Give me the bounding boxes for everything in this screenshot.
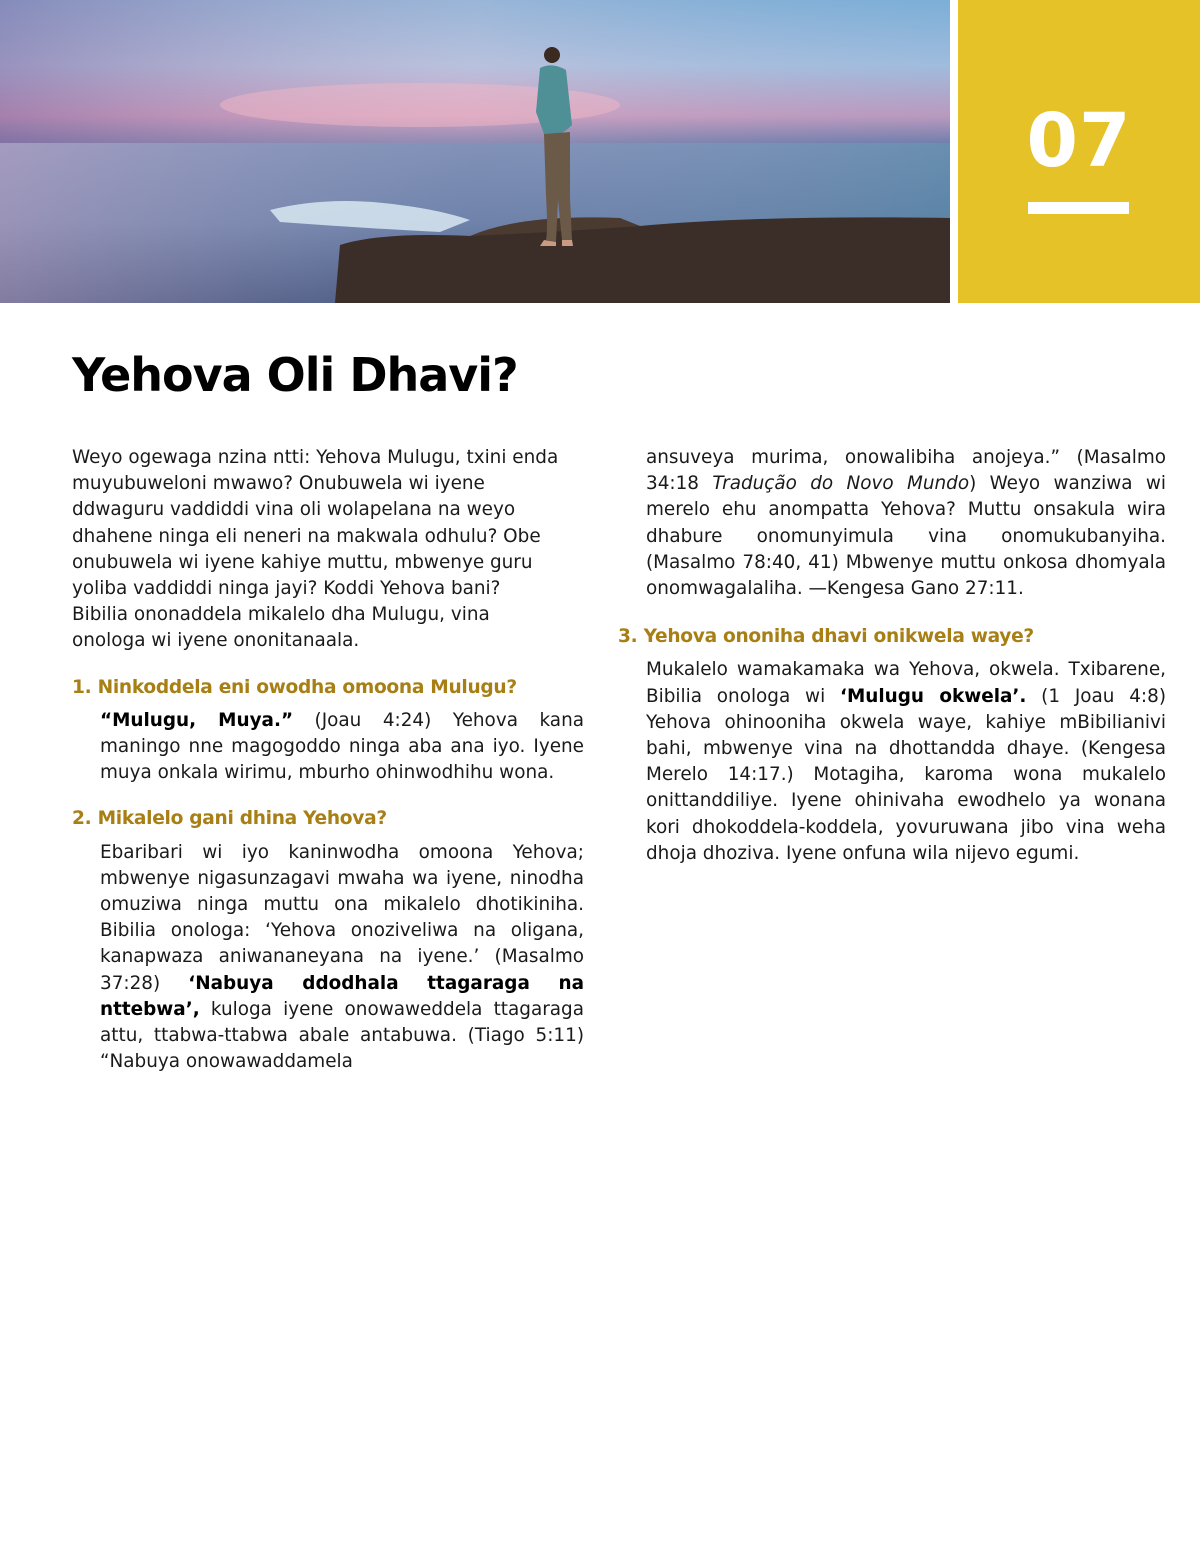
section-3: [618, 624, 1166, 867]
section-1: [72, 675, 584, 787]
lesson-number-underline: [1028, 202, 1129, 214]
section-body: [100, 708, 584, 787]
italic-title: Tradução do Novo Mundo: [712, 473, 970, 495]
section-body: [646, 657, 1166, 867]
intro-paragraph: Weyo ogewaga nzina ntti: Yehova Mulugu, txini enda muyubuweloni mwawo? Onubuwela wi iyene ddwaguru vaddiddi vina oli wolapelana na weyo dhahene ninga eli neneri na makwala odhulu? Obe onubuwela wi iyene kahiye muttu, mbwenye guru yoliba vaddiddi ninga jayi? Koddi Yehova bani? Bibilia ononaddela mikalelo dha Mulugu, vina onologa wi iyene ononitanaala.: [72, 447, 559, 652]
body-text: (Joau 4:24) Yehova kana maningo nne magogoddo ninga aba ana iyo. Iyene muya onkala wirimu, mburho ohinwodhihu wona.: [100, 709, 584, 784]
seascape-image: [0, 0, 950, 303]
body-text: ) Weyo wanziwa wi merelo ehu anompatta Yehova? Muttu onsakula wira dhabure onomunyimula vina onomukubanyiha. (Masalmo 78:40, 41) Mbwenye muttu onkosa dhomyala onomwagalaliha. —Kengesa Gano 27:11.: [646, 473, 1166, 600]
section-heading: 3. Yehova ononiha dhavi onikwela waye?: [618, 626, 1034, 648]
left-column: [72, 445, 584, 1095]
section-2-continued: [646, 445, 1166, 602]
bold-quote: ‘Mulugu okwela’.: [839, 685, 1027, 707]
section-body: [100, 840, 584, 1076]
body-text: Ebaribari wi iyo kaninwodha omoona Yehova; mbwenye nigasunzagavi mwaha wa iyene, ninodha omuziwa ninga muttu ona mikalelo dhotikiniha. Bibilia onologa: ‘Yehova onoziveliwa na oligana, kanapwaza aniwananeyana na iyene.’ (Masalmo 37:28): [100, 841, 584, 994]
bold-quote: “Mulugu, Muya.”: [100, 709, 294, 731]
right-column: [618, 445, 1166, 887]
lesson-number-badge: [958, 0, 1200, 303]
hero-photo: [0, 0, 950, 303]
section-2: [72, 806, 584, 1075]
body-text: (1 Joau 4:8) Yehova ohinooniha okwela waye, kahiye mBibilianivi bahi, mbwenye vina na dhottandda dhaye. (Kengesa Merelo 14:17.) Motagiha, karoma wona mukalelo onittanddiliye. Iyene ohinivaha ewodhelo ya wonana kori dhokoddela-koddela, yovuruwana jibo vina weha dhoja dhoziva. Iyene onfuna wila nijevo egumi.: [646, 685, 1167, 864]
body-text: Mukalelo wamakamaka wa Yehova, okwela. Txibarene, Bibilia onologa wi: [646, 659, 1166, 707]
body-text: kuloga iyene onowaweddela ttagaraga attu, ttabwa-ttabwa abale antabuwa. (Tiago 5:11) “Nabuya onowawaddamela: [100, 998, 584, 1073]
body-text: ansuveya murima, onowalibiha anojeya.” (Masalmo 34:18: [646, 447, 1166, 495]
section-heading: 2. Mikalelo gani dhina Yehova?: [72, 808, 387, 830]
lesson-number: 07: [1026, 98, 1132, 184]
section-heading: 1. Ninkoddela eni owodha omoona Mulugu?: [72, 676, 517, 698]
bold-quote: ‘Nabuya ddodhala ttagaraga na nttebwa’,: [100, 972, 584, 1020]
page-title: Yehova Oli Dhavi?: [72, 348, 518, 402]
